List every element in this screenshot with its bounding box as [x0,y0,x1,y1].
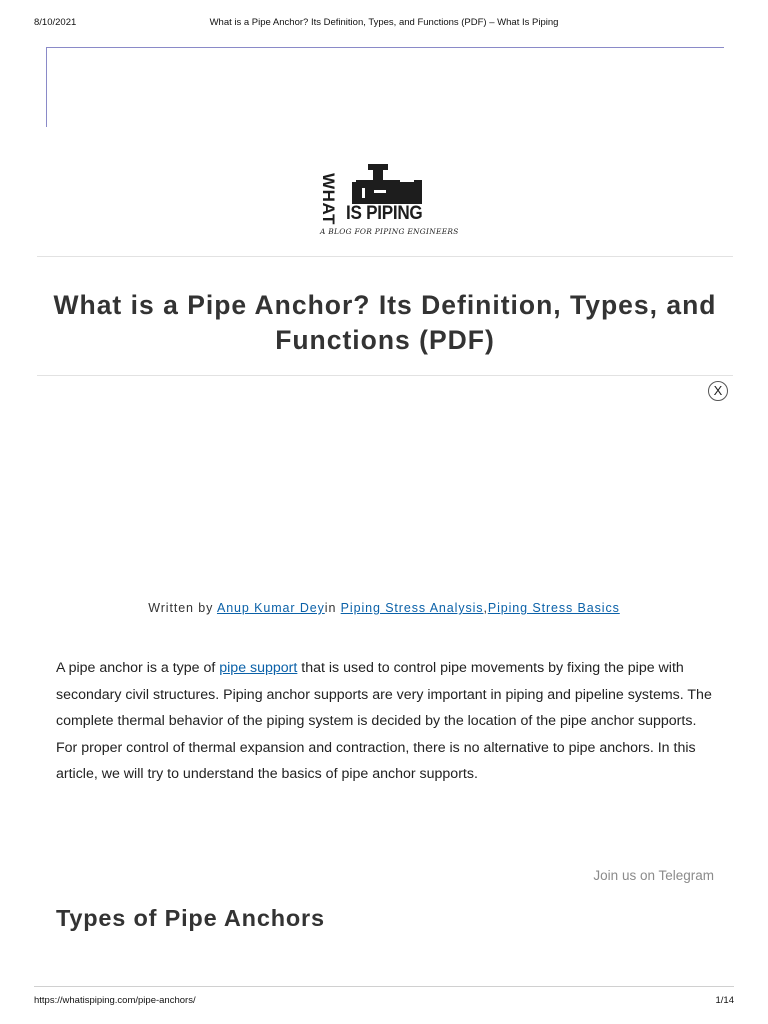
footer-divider [34,986,734,987]
category-link-stress-basics[interactable]: Piping Stress Basics [487,601,620,615]
intro-text-end: that is used to control pipe movements by fixing the pipe with secondary civil structures. Piping anchor supports are very important in piping and pipeline systems. The complete thermal behavior of the piping system is decided by the location of the pipe anchor supports. For proper control of thermal expansion and contraction, there is no alternative to pipe anchors. In this article, we will try to understand the basics of pipe anchor supports. [56,660,712,782]
logo-main-text: IS PIPING [346,203,423,224]
article-title: What is a Pipe Anchor? Its Definition, Types, and Functions (PDF) [53,290,717,355]
ad-frame [46,47,724,127]
byline-separator: , [483,601,488,615]
print-header [34,17,734,29]
author-link[interactable]: Anup Kumar Dey [216,601,325,615]
close-ad-button[interactable]: X [708,381,728,401]
article-byline [0,601,768,615]
intro-paragraph [56,655,716,788]
divider-bottom [37,375,733,376]
print-url: https://whatispiping.com/pipe-anchors/ [34,995,196,1006]
byline-in: in [324,601,341,615]
intro-text-start: A pipe anchor is a type of [56,660,220,676]
byline-prefix: Written by [148,601,217,615]
divider-top [37,256,733,257]
logo-tagline: A BLOG FOR PIPING ENGINEERS [320,227,459,236]
pipe-support-link[interactable]: pipe support [219,660,298,676]
telegram-link[interactable]: Join us on Telegram [593,868,714,883]
logo-what-text: WHAT [319,173,338,225]
print-page-title: What is a Pipe Anchor? Its Definition, Types, and Functions (PDF) – What Is Piping [209,17,559,28]
site-logo[interactable] [316,158,459,240]
print-page-number: 1/14 [715,995,734,1006]
section-heading: Types of Pipe Anchors [56,905,325,931]
print-date: 8/10/2021 [34,17,77,28]
pipe-fitting-icon [352,164,424,204]
category-link-stress-analysis[interactable]: Piping Stress Analysis [340,601,484,615]
